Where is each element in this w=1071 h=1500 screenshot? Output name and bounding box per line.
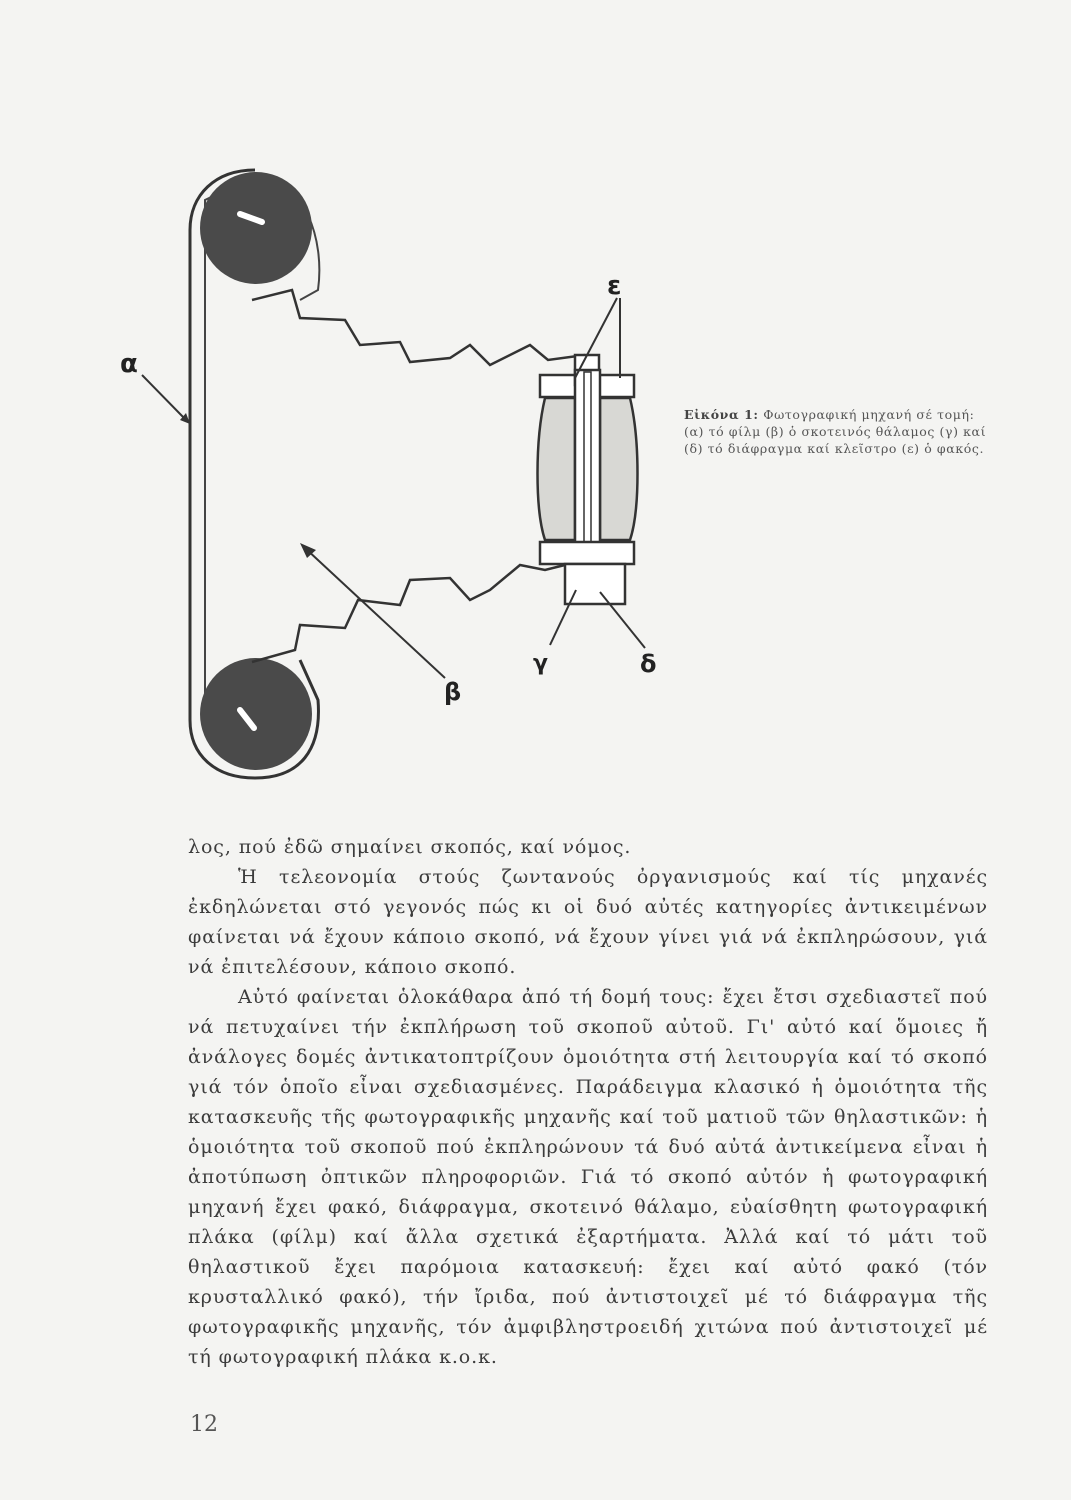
- top-spool: [200, 172, 312, 284]
- paragraph-2: Ἡ τελεονομία στούς ζωντανούς ὀργανισμούς καί τίς μηχανές ἐκδηλώνεται στό γεγονός πώς κι οἱ δυό αὐτές κατηγορίες ἀντικειμένων φαίνεται νά ἔχουν κάποιο σκοπό, νά ἔχουν γίνει γιά νά ἐκπληρώσουν, γιά νά ἐπιτελέσουν, κάποιο σκοπό.: [188, 866, 988, 978]
- caption-text: Φωτογραφική μηχανή σέ τομή: (α) τό φίλμ (β) ὁ σκοτεινός θάλαμος (γ) καί (δ) τό διάφραγμα καί κλεῖστρο (ε) ὁ φακός.: [684, 407, 987, 456]
- label-lens: ε: [607, 271, 622, 301]
- label-darkroom: β: [444, 678, 462, 706]
- label-film: α: [120, 349, 138, 379]
- label-shutter: δ: [640, 650, 657, 678]
- diaphragm-pointer: [550, 590, 576, 645]
- figure-caption: [684, 406, 989, 457]
- label-diaphragm: γ: [533, 651, 548, 676]
- upper-bellows: [252, 290, 585, 365]
- bottom-spool: [200, 658, 312, 770]
- page-number: 12: [190, 1412, 218, 1437]
- lens-assembly: [538, 355, 638, 604]
- caption-prefix: Εἰκόνα 1:: [684, 407, 759, 422]
- light-ray-arrow: [305, 548, 445, 678]
- lower-bellows: [252, 560, 585, 662]
- body-text: [188, 832, 988, 1372]
- film-pointer: [142, 375, 186, 420]
- paragraph-3: Αὐτό φαίνεται ὁλοκάθαρα ἀπό τή δομή τους: ἔχει ἔτσι σχεδιαστεῖ πού νά πετυχαίνει τήν ἐκπλήρωση τοῦ σκοποῦ αὐτοῦ. Γι' αὐτό καί ὅμοιες ἤ ἀνάλογες δομές ἀντικατοπτρίζουν ὁμοιότητα στή λειτουργία καί τό σκοπό γιά τόν ὁποῖο εἶναι σχεδιασμένες. Παράδειγμα κλασικό ἡ ὁμοιότητα τῆς κατασκευῆς τῆς φωτογραφικῆς μηχανῆς καί τοῦ ματιοῦ τῶν θηλαστικῶν: ἡ ὁμοιότητα τοῦ σκοποῦ πού ἐκπληρώνουν τά δυό αὐτά ἀντικείμενα εἶναι ἡ ἀποτύπωση ὀπτικῶν πληροφοριῶν. Γιά τό σκοπό αὐτόν ἡ φωτογραφική μηχανή ἔχει φακό, διάφραγμα, σκοτεινό θάλαμο, εὐαίσθητη φωτογραφική πλάκα (φίλμ) καί ἄλλα σχετικά ἐξαρτήματα. Ἀλλά καί τό μάτι τοῦ θηλαστικοῦ ἔχει παρόμοια κατασκευή: ἔχει καί αὐτό φακό (τόν κρυσταλλικό φακό), τήν ἴριδα, πού ἀντιστοιχεῖ μέ τό διάφραγμα τῆς φωτογραφικῆς μηχανῆς, τόν ἀμφιβληστροειδή χιτώνα πού ἀντιστοιχεῖ μέ τή φωτογραφική πλάκα κ.ο.κ.: [188, 986, 988, 1368]
- paragraph-1: λος, πού ἐδῶ σημαίνει σκοπός, καί νόμος.: [188, 836, 632, 858]
